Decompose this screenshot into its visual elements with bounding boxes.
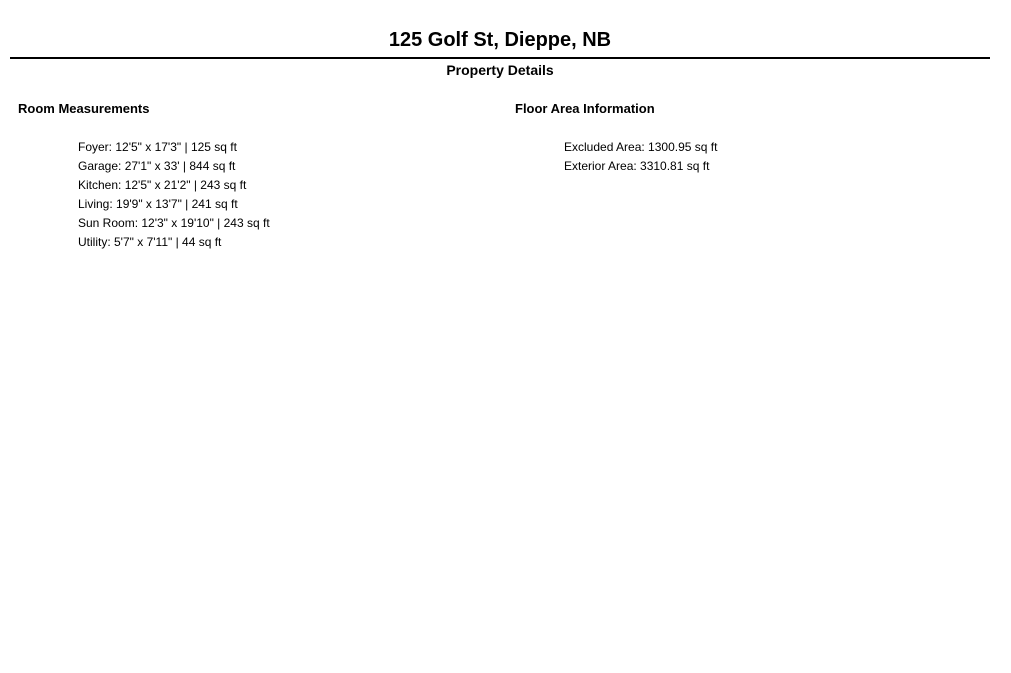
floor-area-heading: Floor Area Information xyxy=(515,101,655,116)
room-measurements-list xyxy=(78,138,270,252)
room-measurements-heading: Room Measurements xyxy=(18,101,150,116)
floor-item-exterior-area: Exterior Area: 3310.81 sq ft xyxy=(564,159,710,173)
room-item-garage: Garage: 27'1" x 33' | 844 sq ft xyxy=(78,159,236,173)
title-divider xyxy=(10,57,990,59)
room-item-utility: Utility: 5'7" x 7'11" | 44 sq ft xyxy=(78,235,222,249)
page-title: 125 Golf St, Dieppe, NB xyxy=(388,29,612,51)
floor-item-excluded-area: Excluded Area: 1300.95 sq ft xyxy=(564,140,718,154)
room-item-kitchen: Kitchen: 12'5" x 21'2" | 243 sq ft xyxy=(78,178,247,192)
floor-area-list xyxy=(564,138,717,176)
room-item-living: Living: 19'9" x 13'7" | 241 sq ft xyxy=(78,197,238,211)
room-item-foyer: Foyer: 12'5" x 17'3" | 125 sq ft xyxy=(78,140,237,154)
room-item-sun-room: Sun Room: 12'3" x 19'10" | 243 sq ft xyxy=(78,216,270,230)
page-subtitle: Property Details xyxy=(446,62,554,78)
